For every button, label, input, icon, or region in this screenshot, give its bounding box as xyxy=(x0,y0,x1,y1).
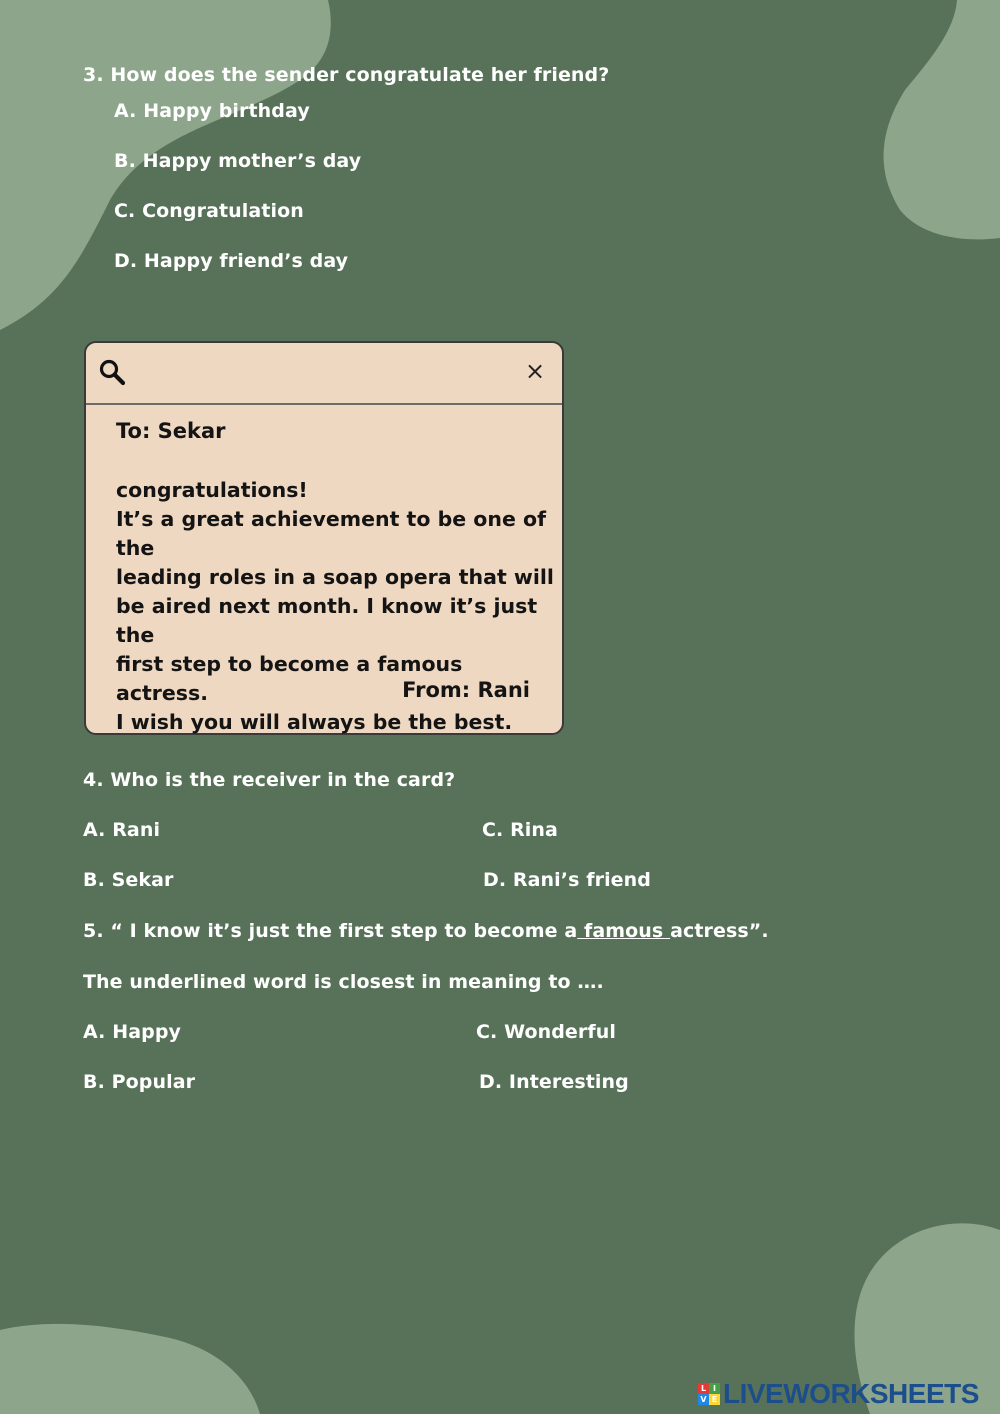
question-4-option-d[interactable]: D. Rani’s friend xyxy=(483,869,651,891)
question-4-option-b[interactable]: B. Sekar xyxy=(83,869,174,891)
card-header xyxy=(86,343,562,405)
card-message: congratulations! It’s a great achievement to be one of the leading roles in a soap opera that will be aired next month. I know it’s just the first step to become a famous actress. I wish you will always be the best. xyxy=(116,478,554,734)
greeting-card-window xyxy=(84,341,564,735)
logo-mark-icon: L I V E xyxy=(698,1383,720,1405)
question-3-option-d[interactable]: D. Happy friend’s day xyxy=(114,250,349,272)
question-4-option-a[interactable]: A. Rani xyxy=(83,819,161,841)
question-3-option-a[interactable]: A. Happy birthday xyxy=(114,100,310,122)
question-4-option-c[interactable]: C. Rina xyxy=(482,819,558,841)
question-5-option-d[interactable]: D. Interesting xyxy=(479,1071,629,1093)
underlined-word: famous xyxy=(577,920,671,942)
card-sender: From: Rani xyxy=(402,678,530,702)
question-3-prompt: 3. How does the sender congratulate her friend? xyxy=(83,64,610,86)
liveworksheets-logo[interactable] xyxy=(698,1378,979,1410)
question-5-prompt-end: actress”. xyxy=(670,920,769,942)
question-4-prompt: 4. Who is the receiver in the card? xyxy=(83,769,456,791)
card-recipient: To: Sekar xyxy=(116,419,226,443)
bottom-left-blob xyxy=(0,1324,260,1414)
top-right-blob xyxy=(884,0,1000,239)
question-5-prompt-start: 5. “ I know it’s just the first step to become a xyxy=(83,920,578,942)
search-icon[interactable] xyxy=(98,358,126,386)
question-3-option-c[interactable]: C. Congratulation xyxy=(114,200,304,222)
question-3-option-b[interactable]: B. Happy mother’s day xyxy=(114,150,362,172)
logo-text: LIVEWORKSHEETS xyxy=(723,1378,979,1409)
question-5-option-b[interactable]: B. Popular xyxy=(83,1071,196,1093)
close-icon[interactable]: × xyxy=(524,357,546,385)
question-5-prompt xyxy=(83,920,769,942)
question-5-instruction: The underlined word is closest in meaning to …. xyxy=(83,971,604,993)
question-5-option-a[interactable]: A. Happy xyxy=(83,1021,181,1043)
question-5-option-c[interactable]: C. Wonderful xyxy=(476,1021,616,1043)
